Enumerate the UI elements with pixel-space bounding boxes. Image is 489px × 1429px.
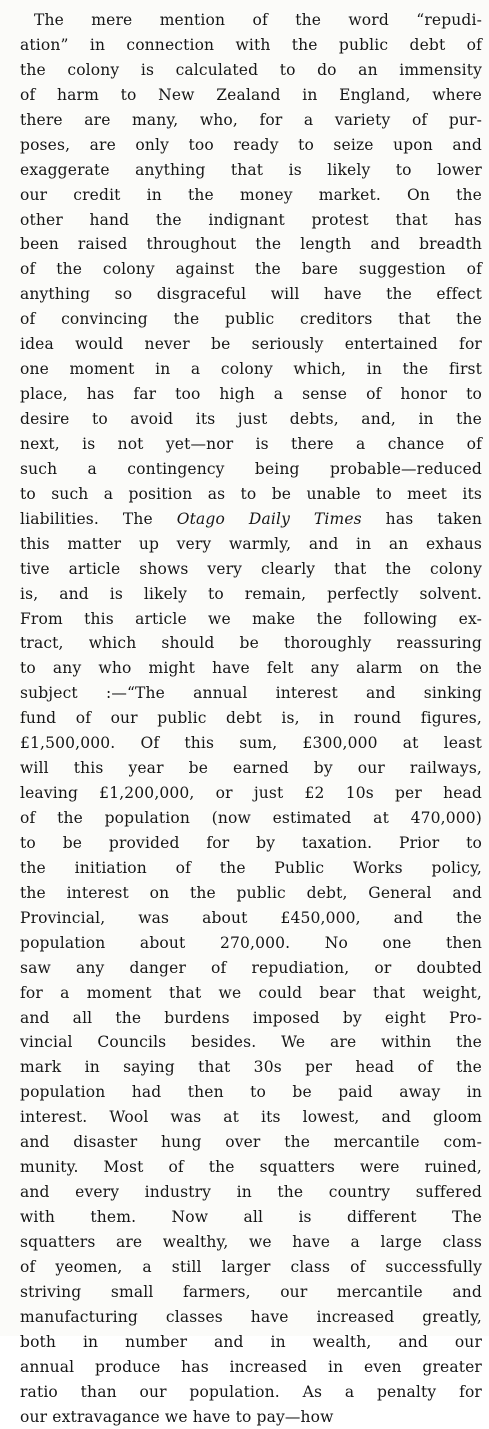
article-line <box>20 507 482 532</box>
article-line: population had then to be paid away in <box>20 1080 482 1105</box>
article-line: place, has far too high a sense of honor to <box>20 382 482 407</box>
article-line: From this article we make the following ex- <box>20 607 482 632</box>
article-line: of harm to New Zealand in England, where <box>20 83 482 108</box>
article-line: poses, are only too ready to seize upon and <box>20 133 482 158</box>
article-line: Provincial, was about £450,000, and the <box>20 906 482 931</box>
article-line: population about 270,000. No one then <box>20 931 482 956</box>
article-line: interest. Wool was at its lowest, and gloom <box>20 1105 482 1130</box>
article-line: tive article shows very clearly that the colony <box>20 557 482 582</box>
article-line: manufacturing classes have increased greatly, <box>20 1305 482 1330</box>
article-line: tract, which should be thoroughly reassuring <box>20 631 482 656</box>
newspaper-title: Otago Daily Times <box>177 510 362 528</box>
article-line: leaving £1,200,000, or just £2 10s per head <box>20 781 482 806</box>
article-line: next, is not yet—nor is there a chance of <box>20 432 482 457</box>
article-line: other hand the indignant protest that has <box>20 208 482 233</box>
article-line: is, and is likely to remain, perfectly solvent. <box>20 582 482 607</box>
article-line: with them. Now all is different The <box>20 1205 482 1230</box>
article-line: subject :—“The annual interest and sinking <box>20 681 482 706</box>
article-line: idea would never be seriously entertained for <box>20 332 482 357</box>
article-line: the interest on the public debt, General and <box>20 881 482 906</box>
article-line: for a moment that we could bear that weight, <box>20 981 482 1006</box>
article-line: ation” in connection with the public debt of <box>20 33 482 58</box>
article-line: of the population (now estimated at 470,000) <box>20 806 482 831</box>
article-line: will this year be earned by our railways, <box>20 756 482 781</box>
article-body <box>20 8 482 1429</box>
article-line: striving small farmers, our mercantile and <box>20 1280 482 1305</box>
article-line: to be provided for by taxation. Prior to <box>20 831 482 856</box>
article-line: such a contingency being probable—reduced <box>20 457 482 482</box>
article-line: and all the burdens imposed by eight Pro- <box>20 1006 482 1031</box>
article-line: and every industry in the country suffered <box>20 1180 482 1205</box>
article-line: vincial Councils besides. We are within the <box>20 1030 482 1055</box>
article-line-text: has taken <box>362 510 482 528</box>
article-line: squatters are wealthy, we have a large class <box>20 1230 482 1255</box>
article-line: annual produce has increased in even greater <box>20 1355 482 1380</box>
article-line: mark in saying that 30s per head of the <box>20 1055 482 1080</box>
article-line: our credit in the money market. On the <box>20 183 482 208</box>
article-line: of the colony against the bare suggestion of <box>20 257 482 282</box>
article-line: our extravagance we have to pay—how <box>20 1405 482 1429</box>
article-line: to such a position as to be unable to meet its <box>20 482 482 507</box>
article-line: one moment in a colony which, in the first <box>20 357 482 382</box>
article-line-text: liabilities. The <box>20 510 177 528</box>
article-line: to any who might have felt any alarm on the <box>20 656 482 681</box>
article-line: there are many, who, for a variety of pur- <box>20 108 482 133</box>
article-line: and disaster hung over the mercantile com- <box>20 1130 482 1155</box>
article-line: exaggerate anything that is likely to lower <box>20 158 482 183</box>
article-line: the colony is calculated to do an immensity <box>20 58 482 83</box>
article-line: anything so disgraceful will have the effect <box>20 282 482 307</box>
article-line: of yeomen, a still larger class of successfully <box>20 1255 482 1280</box>
article-line: ratio than our population. As a penalty for <box>20 1380 482 1405</box>
article-line: saw any danger of repudiation, or doubted <box>20 956 482 981</box>
article-line: this matter up very warmly, and in an exhaus <box>20 532 482 557</box>
article-line: fund of our public debt is, in round figures, <box>20 706 482 731</box>
article-line: been raised throughout the length and breadth <box>20 232 482 257</box>
article-line: The mere mention of the word “repudi- <box>20 8 482 33</box>
article-line: desire to avoid its just debts, and, in the <box>20 407 482 432</box>
article-line: munity. Most of the squatters were ruined, <box>20 1155 482 1180</box>
article-line: both in number and in wealth, and our <box>20 1330 482 1355</box>
article-line: of convincing the public creditors that the <box>20 307 482 332</box>
article-line: the initiation of the Public Works policy, <box>20 856 482 881</box>
article-line: £1,500,000. Of this sum, £300,000 at least <box>20 731 482 756</box>
